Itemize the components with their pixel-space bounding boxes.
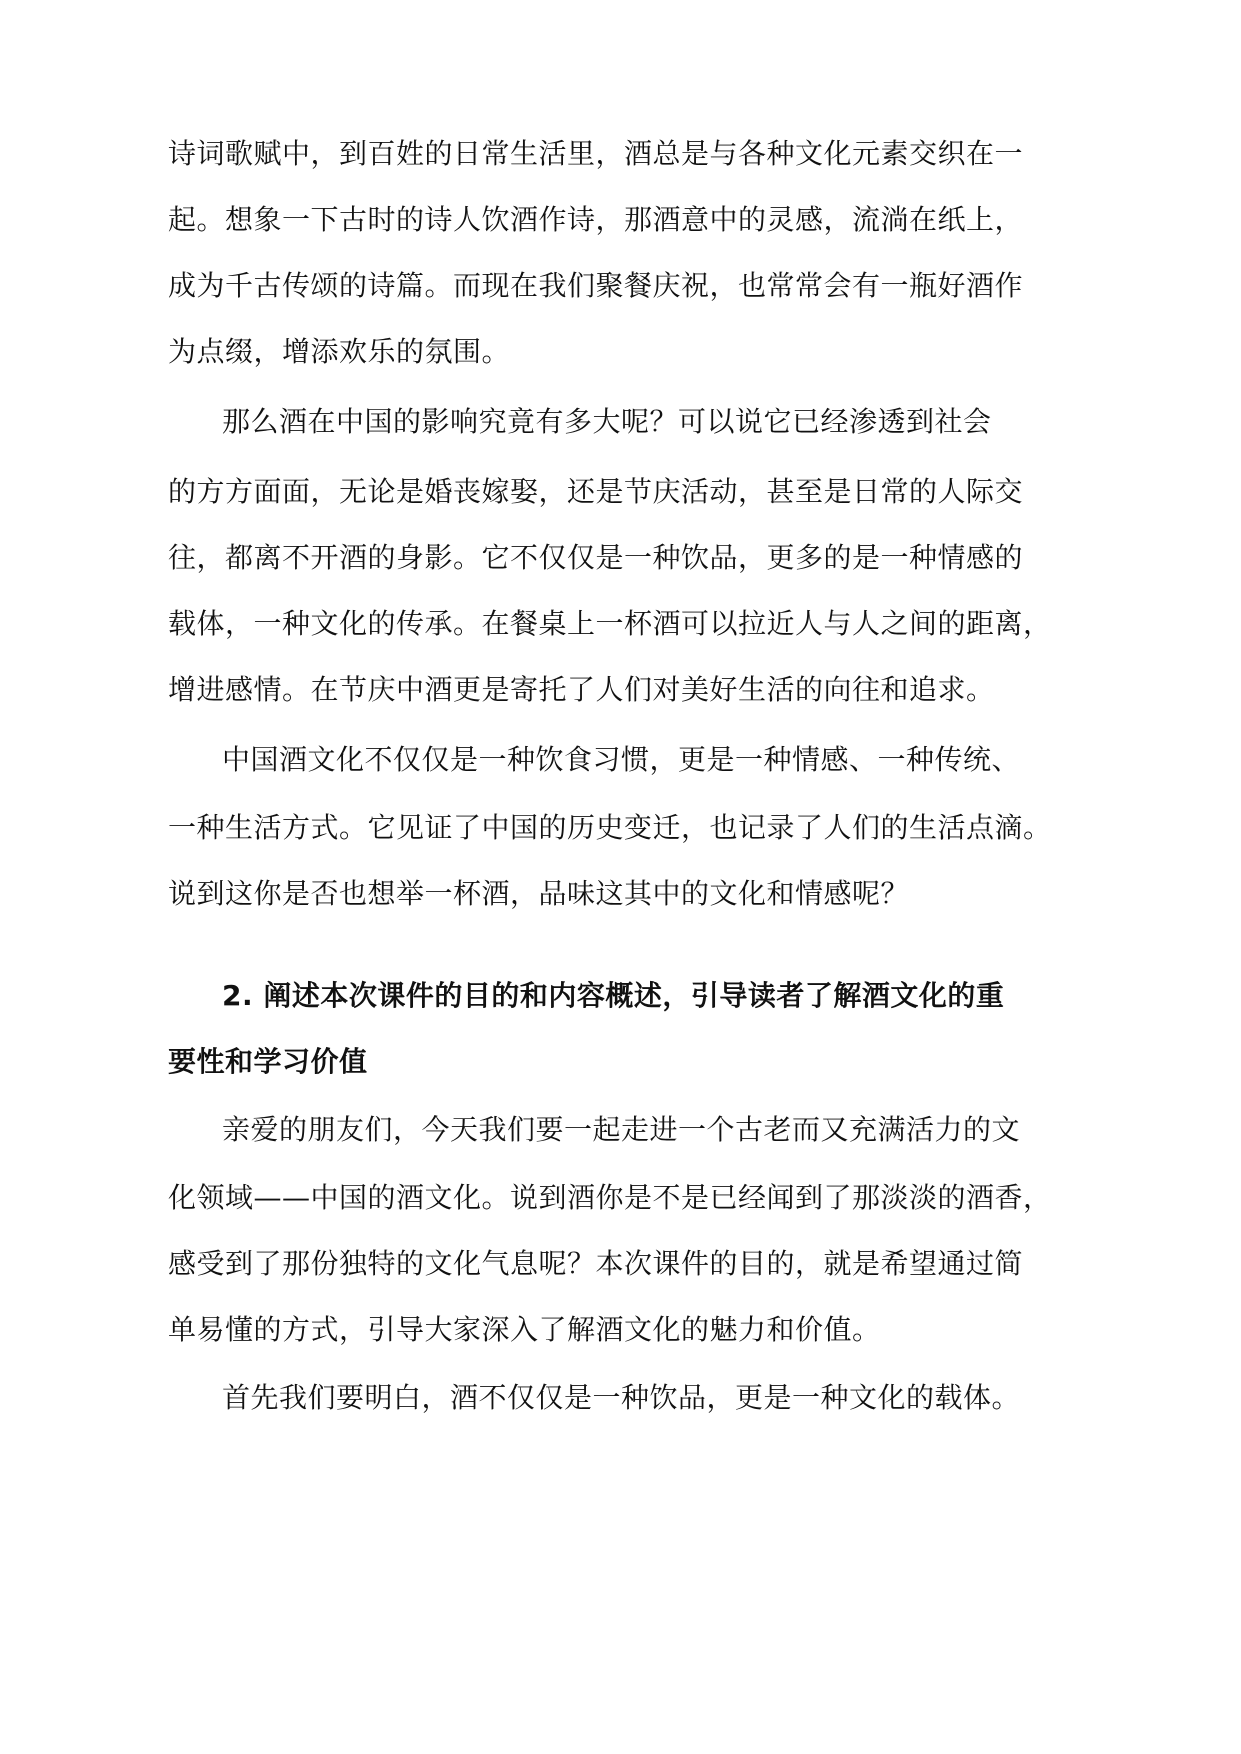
body-text-line: 增进感情。在节庆中酒更是寄托了人们对美好生活的向往和追求。 — [168, 673, 995, 706]
body-text-line: 的方方面面，无论是婚丧嫁娶，还是节庆活动，甚至是日常的人际交 — [168, 475, 1024, 508]
body-text-line: 起。想象一下古时的诗人饮酒作诗，那酒意中的灵感，流淌在纸上， — [168, 203, 1024, 236]
body-text-line: 诗词歌赋中，到百姓的日常生活里，酒总是与各种文化元素交织在一 — [168, 137, 1024, 170]
body-text-line: 说到这你是否也想举一杯酒，品味这其中的文化和情感呢？ — [168, 877, 910, 910]
section-heading: 2. 阐述本次课件的目的和内容概述，引导读者了解酒文化的重 — [222, 979, 1005, 1012]
body-text-line: 成为千古传颂的诗篇。而现在我们聚餐庆祝，也常常会有一瓶好酒作 — [168, 269, 1024, 302]
body-text-line: 亲爱的朋友们，今天我们要一起走进一个古老而又充满活力的文 — [222, 1113, 1021, 1146]
body-text-line: 感受到了那份独特的文化气息呢？本次课件的目的，就是希望通过简 — [168, 1247, 1024, 1280]
body-text-line: 为点缀，增添欢乐的氛围。 — [168, 335, 511, 368]
section-heading: 要性和学习价值 — [168, 1045, 368, 1078]
body-text-line: 化领域——中国的酒文化。说到酒你是不是已经闻到了那淡淡的酒香， — [168, 1181, 1052, 1214]
body-text-line: 中国酒文化不仅仅是一种饮食习惯，更是一种情感、一种传统、 — [222, 743, 1021, 776]
body-text-line: 载体，一种文化的传承。在餐桌上一杯酒可以拉近人与人之间的距离， — [168, 607, 1052, 640]
body-text-line: 一种生活方式。它见证了中国的历史变迁，也记录了人们的生活点滴。 — [168, 811, 1052, 844]
body-text-line: 往，都离不开酒的身影。它不仅仅是一种饮品，更多的是一种情感的 — [168, 541, 1024, 574]
body-text-line: 单易懂的方式，引导大家深入了解酒文化的魅力和价值。 — [168, 1313, 881, 1346]
body-text-line: 那么酒在中国的影响究竟有多大呢？可以说它已经渗透到社会 — [222, 405, 992, 438]
body-text-line: 首先我们要明白，酒不仅仅是一种饮品，更是一种文化的载体。 — [222, 1381, 1021, 1414]
